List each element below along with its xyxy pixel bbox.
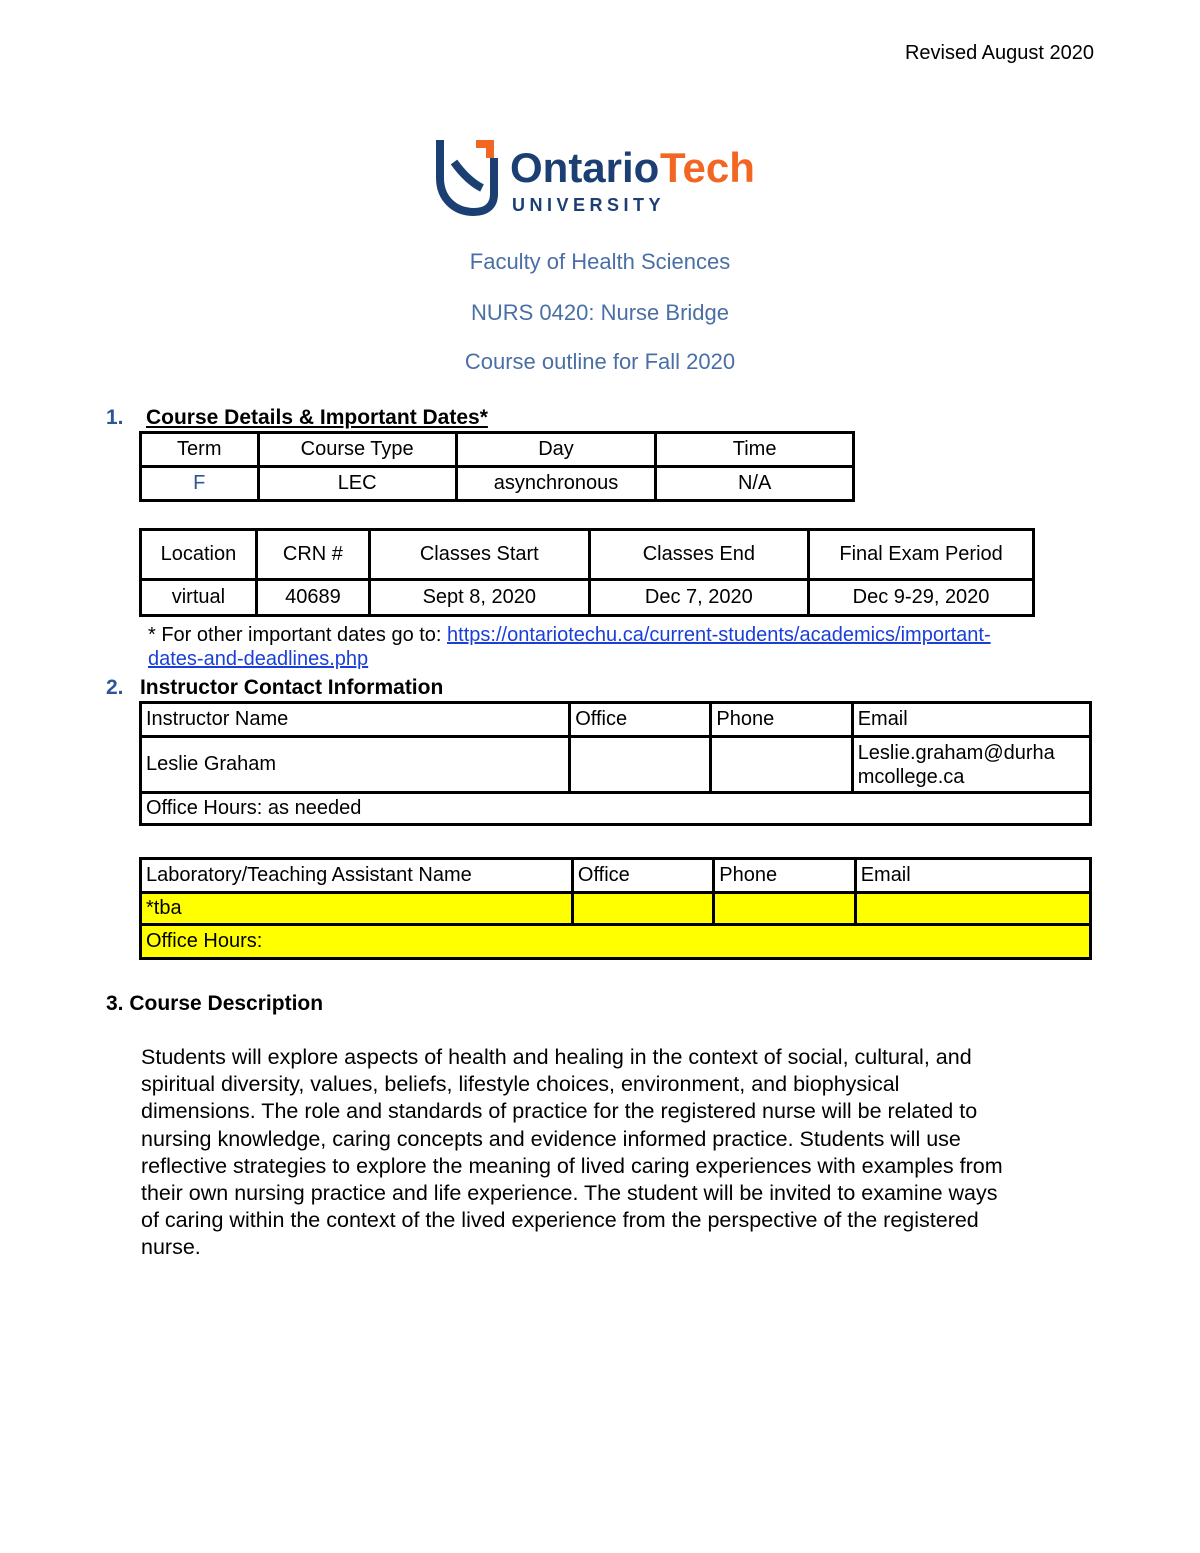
instructor-table bbox=[139, 701, 1092, 826]
section2-heading bbox=[106, 676, 443, 700]
cell-location: virtual bbox=[141, 580, 257, 616]
header-email: Email bbox=[852, 703, 1090, 737]
cell-classes-end: Dec 7, 2020 bbox=[589, 580, 809, 616]
logo-subtitle: UNIVERSITY bbox=[512, 195, 666, 215]
section1-heading bbox=[106, 406, 488, 430]
logo-brand-accent: Tech bbox=[660, 144, 755, 191]
description-line: reflective strategies to explore the meaning of lived caring experiences with examples from bbox=[141, 1153, 1003, 1178]
description-line: of caring within the context of the lived experience from the perspective of the registered bbox=[141, 1208, 979, 1233]
course-title: NURS 0420: Nurse Bridge bbox=[470, 300, 729, 325]
email-line2: mcollege.ca bbox=[857, 765, 965, 788]
section3-title: 3. Course Description bbox=[106, 992, 324, 1015]
logo-brand-dark: Ontario bbox=[510, 144, 660, 191]
cell-classes-start: Sept 8, 2020 bbox=[370, 580, 590, 616]
header-final-exam: Final Exam Period bbox=[809, 530, 1034, 580]
header-time: Time bbox=[656, 433, 854, 467]
cell-time: N/A bbox=[656, 467, 854, 501]
description-line: Students will explore aspects of health and healing in the context of social, cultural, and bbox=[141, 1045, 972, 1069]
cell-instructor-name: Leslie Graham bbox=[141, 737, 570, 793]
cell-final-exam: Dec 9-29, 2020 bbox=[809, 580, 1034, 616]
header-instructor-name: Instructor Name bbox=[141, 703, 570, 737]
university-logo bbox=[434, 136, 774, 216]
section1-title: Course Details & Important Dates* bbox=[145, 406, 488, 429]
header-phone: Phone bbox=[711, 703, 852, 737]
header-term: Term bbox=[141, 433, 259, 467]
description-line: spiritual diversity, values, beliefs, lifestyle choices, environment, and biophysical bbox=[141, 1072, 900, 1097]
instructor-office-hours: Office Hours: as needed bbox=[141, 793, 1091, 825]
ta-table bbox=[139, 857, 1092, 960]
email-line1: Leslie.graham@durha bbox=[857, 741, 1055, 764]
description-line: nursing knowledge, caring concepts and evidence informed practice. Students will use bbox=[141, 1126, 961, 1151]
header-location: Location bbox=[141, 530, 257, 580]
revised-date: Revised August 2020 bbox=[904, 42, 1094, 64]
header-day: Day bbox=[456, 433, 656, 467]
header-course-type: Course Type bbox=[258, 433, 456, 467]
cell-instructor-office bbox=[570, 737, 711, 793]
important-dates-note bbox=[148, 623, 991, 671]
header-classes-start: Classes Start bbox=[370, 530, 590, 580]
header-ta-email: Email bbox=[855, 859, 1090, 893]
header-ta-name: Laboratory/Teaching Assistant Name bbox=[141, 859, 573, 893]
cell-instructor-email[interactable] bbox=[852, 737, 1090, 793]
cell-ta-phone bbox=[714, 893, 855, 925]
description-line: dimensions. The role and standards of practice for the registered nurse will be related to bbox=[141, 1099, 978, 1124]
faculty-title: Faculty of Health Sciences bbox=[469, 249, 731, 274]
header-office: Office bbox=[570, 703, 711, 737]
cell-day: asynchronous bbox=[456, 467, 656, 501]
description-line: nurse. bbox=[141, 1235, 201, 1260]
cell-ta-email bbox=[855, 893, 1090, 925]
dates-table bbox=[139, 528, 1035, 617]
ta-office-hours: Office Hours: bbox=[141, 925, 1091, 959]
cell-crn: 40689 bbox=[256, 580, 369, 616]
section2-number: 2. bbox=[106, 676, 124, 699]
course-description bbox=[141, 1044, 1091, 1262]
cell-ta-office bbox=[572, 893, 713, 925]
outline-title: Course outline for Fall 2020 bbox=[464, 349, 736, 374]
cell-term: F bbox=[141, 467, 259, 501]
description-line: their own nursing practice and life experience. The student will be invited to examine ways bbox=[141, 1181, 998, 1206]
header-classes-end: Classes End bbox=[589, 530, 809, 580]
section2-title: Instructor Contact Information bbox=[139, 676, 444, 699]
cell-course-type: LEC bbox=[258, 467, 456, 501]
note-prefix: * For other important dates go to: bbox=[148, 624, 448, 646]
course-details-table bbox=[139, 431, 855, 502]
header-crn: CRN # bbox=[256, 530, 369, 580]
logo-emblem-icon bbox=[434, 136, 774, 216]
cell-ta-name: *tba bbox=[141, 893, 573, 925]
important-dates-link-cont[interactable]: dates-and-deadlines.php bbox=[148, 648, 369, 670]
important-dates-link[interactable]: https://ontariotechu.ca/current-students/academics/important- bbox=[447, 624, 991, 646]
section1-number: 1. bbox=[106, 406, 124, 429]
cell-instructor-phone bbox=[711, 737, 852, 793]
header-ta-office: Office bbox=[572, 859, 713, 893]
header-ta-phone: Phone bbox=[714, 859, 855, 893]
